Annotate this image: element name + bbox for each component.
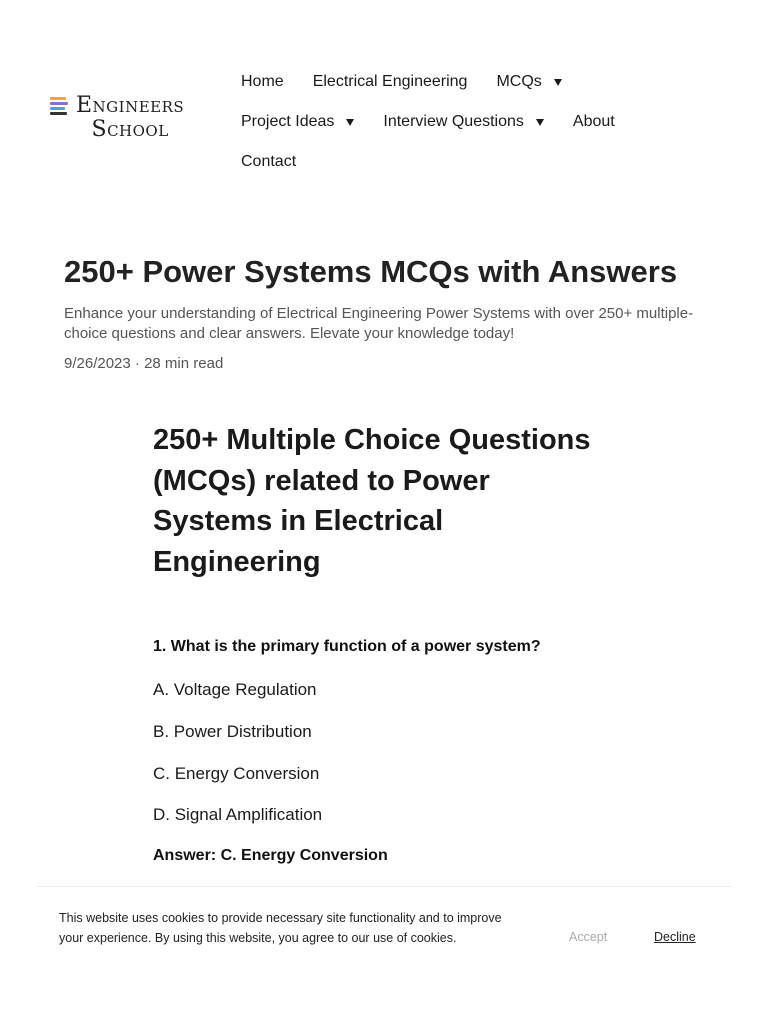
option-a: A. Voltage Regulation — [153, 680, 317, 699]
page-subtitle: Enhance your understanding of Electrical Engineering Power Systems with over 250+ multiple-choice questions and clear answers. Elevate your knowledge today! — [64, 305, 694, 342]
read-time: 28 min read — [144, 355, 224, 372]
nav-item-interview-questions[interactable] — [383, 113, 544, 131]
nav-item-mcqs[interactable] — [496, 73, 561, 91]
meta-separator: · — [134, 355, 140, 372]
option-d: D. Signal Amplification — [153, 805, 323, 824]
site-logo[interactable] — [50, 94, 184, 142]
caret-down-icon[interactable] — [554, 79, 562, 86]
nav-label: Electrical Engineering — [312, 73, 468, 90]
caret-down-icon[interactable] — [346, 119, 354, 126]
section-heading: 250+ Multiple Choice Questions (MCQs) related to Power Systems in Electrical Engineering — [153, 424, 591, 578]
answer-text: Answer: C. Energy Conversion — [153, 847, 388, 864]
article-body — [153, 420, 613, 864]
accept-button[interactable]: Accept — [569, 930, 608, 944]
nav-label: Contact — [241, 153, 297, 170]
nav-label: Project Ideas — [241, 113, 335, 130]
option-b: B. Power Distribution — [153, 722, 312, 741]
nav-label: Interview Questions — [383, 113, 524, 130]
books-icon — [50, 97, 68, 117]
nav-label: MCQs — [496, 73, 542, 90]
nav-item-project-ideas[interactable] — [241, 113, 354, 131]
question-text: 1. What is the primary function of a power system? — [153, 638, 541, 655]
main-navigation — [241, 62, 721, 182]
article-meta — [64, 355, 223, 372]
cookie-message: This website uses cookies to provide necessary site functionality and to improve your experience. By using this website, you agree to our use of cookies. — [59, 911, 502, 945]
nav-item-contact[interactable] — [241, 153, 296, 171]
nav-row-1 — [241, 62, 721, 102]
nav-row-3 — [241, 142, 721, 182]
nav-item-electrical-engineering[interactable] — [313, 73, 468, 91]
publish-date: 9/26/2023 — [64, 355, 131, 372]
option-c: C. Energy Conversion — [153, 764, 320, 783]
nav-label: Home — [241, 73, 284, 90]
nav-label: About — [572, 113, 615, 130]
logo-line-1: Engineers — [76, 93, 185, 118]
nav-row-2 — [241, 102, 721, 142]
nav-item-home[interactable] — [241, 73, 284, 91]
logo-line-2: School — [91, 117, 169, 142]
logo-text — [76, 94, 184, 142]
decline-button[interactable]: Decline — [654, 930, 696, 944]
nav-item-about[interactable] — [573, 113, 615, 131]
page-title: 250+ Power Systems MCQs with Answers — [64, 254, 678, 289]
caret-down-icon[interactable] — [536, 119, 544, 126]
cookie-banner — [37, 886, 732, 1024]
